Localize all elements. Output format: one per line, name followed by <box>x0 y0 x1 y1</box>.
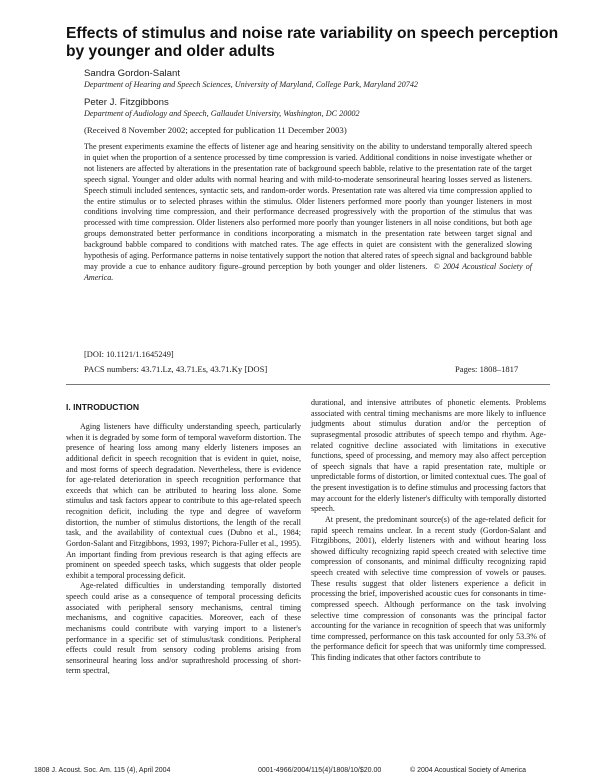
author-affiliation-2: Department of Audiology and Speech, Gallaudet University, Washington, DC 20002 <box>84 109 360 118</box>
body-paragraph: durational, and intensive attributes of phonetic elements. Problems associated with central timing mechanisms are more likely to influence judgments about stimulus duration and/or the perception of suprasegmental prosodic attributes of speech tempo and rhythm. Age-related cognitive decline associated with limitations in executive functions, speed of processing, and memory may also affect perception of speech signals that have a rapid presentation rate, multiple or unpredictable forms of distortion, or limited contextual cues. The goal of the present investigation is to define stimulus and processing factors that may account for the elderly listener's difficulty with temporally distorted speech. <box>311 398 546 514</box>
right-column <box>311 398 546 664</box>
page-range: Pages: 1808–1817 <box>455 364 519 374</box>
received-dates: (Received 8 November 2002; accepted for publication 11 December 2003) <box>84 125 347 135</box>
author-name-1: Sandra Gordon-Salant <box>84 68 180 79</box>
abstract <box>84 142 532 284</box>
body-paragraph: Age-related difficulties in understanding temporally distorted speech could arise as a consequence of temporal processing deficits associated with peripheral sensory mechanisms, central timing mechanisms, and cognitive capacities. Moreover, each of these mechanisms could contribute with varying import to a listener's performance in a specific set of stimulus/task conditions. Peripheral effects could result from sensory coding problems arising from sensorineural hearing loss and/or suprathreshold processing of short-term spectral, <box>66 581 301 676</box>
abstract-copyright: © 2004 Acoustical Society of America. <box>84 261 532 282</box>
pacs-numbers: PACS numbers: 43.71.Lz, 43.71.Es, 43.71.Ky [DOS] <box>84 364 268 374</box>
footer-issn: 0001-4966/2004/115(4)/1808/10/$20.00 <box>258 767 382 774</box>
body-paragraph: Aging listeners have difficulty understanding speech, particularly when it is degraded by some form of temporal waveform distortion. The presence of hearing loss among many elderly listeners imposes an additional deficit in speech recognition that is evident in quiet, noise, and most forms of speech degradation. Nevertheless, there is evidence for age-related deterioration in speech recognition performance that exceeds that which can be attributed to hearing loss alone. Some stimulus and task factors appear to contribute to this age-related speech recognition deficit, including the type and degree of waveform distortion, the number of stimulus distortions, the length of the recall task, and the availability of contextual cues (Dubno et al., 1984; Gordon-Salant and Fitzgibbons, 1993, 1997; Pichora-Fuller et al., 1995). An important finding from previous research is that aging effects are prominent on speeded speech tasks, which suggests that older people exhibit a temporal processing deficit. <box>66 422 301 580</box>
author-affiliation-1: Department of Hearing and Speech Sciences, University of Maryland, College Park, Maryland 20742 <box>84 80 419 89</box>
footer-copyright: © 2004 Acoustical Society of America <box>410 767 527 774</box>
paper-title: Effects of stimulus and noise rate variability on speech perception by younger and older adults <box>66 25 559 60</box>
header-divider <box>66 384 550 385</box>
left-column <box>66 402 301 677</box>
footer-journal: 1808 J. Acoust. Soc. Am. 115 (4), April 2004 <box>34 767 171 774</box>
section-heading: I. INTRODUCTION <box>66 402 140 412</box>
body-paragraph: At present, the predominant source(s) of the age-related deficit for rapid speech remains unclear. In a recent study (Gordon-Salant and Fitzgibbons, 2001), elderly listeners with and without hearing loss showed difficulty recognizing rapid speech created with selective time compression of consonants, and minimal difficulty recognizing rapid speech created with selective time compression of vowels or pauses. These results suggest that older listeners experience a deficit in processing the brief, impoverished acoustic cues for consonants in time-compressed speech. Although performance on the task involving selective time compression of consonants was the principal factor accounting for the variance in recognition of speech that was uniformly time compressed, performance on this task accounted for only 53.3% of the performance deficit for speech that was uniformly time compressed. This finding indicates that other factors contribute to <box>311 514 546 662</box>
doi: [DOI: 10.1121/1.1645249] <box>84 350 174 359</box>
author-name-2: Peter J. Fitzgibbons <box>84 97 169 108</box>
abstract-text: The present experiments examine the effects of listener age and hearing sensitivity on the ability to understand temporally altered speech in quiet when the proportion of a sentence processed by time compression is varied. Additional conditions in noise investigate whether or not listeners are affected by alterations in the presentation rate of background speech babble, relative to the presentation rate of the target speech signal. Younger and older adults with normal hearing and with mild-to-moderate sensorineural hearing losses served as listeners. Speech stimuli included sentences, syntactic sets, and random-order words. Presentation rate was altered via time compression applied to the entire stimulus or to selected phrases within the stimulus. Older listeners performed more poorly than younger listeners in most conditions involving time compression, and their performance decreased progressively with the proportion of the stimulus that was processed with time compression. Older listeners also performed more poorly than younger listeners in all noise conditions, but both age groups demonstrated better performance in conditions incorporating a mismatch in the presentation rate between target signal and background babble compared to conditions with matched rates. The age effects in quiet are consistent with the generalized slowing hypothesis of aging. Performance patterns in noise tentatively support the notion that altered rates of speech signal and background babble may provide a cue to enhance auditory figure–ground perception by both younger and older listeners. <box>84 142 532 271</box>
